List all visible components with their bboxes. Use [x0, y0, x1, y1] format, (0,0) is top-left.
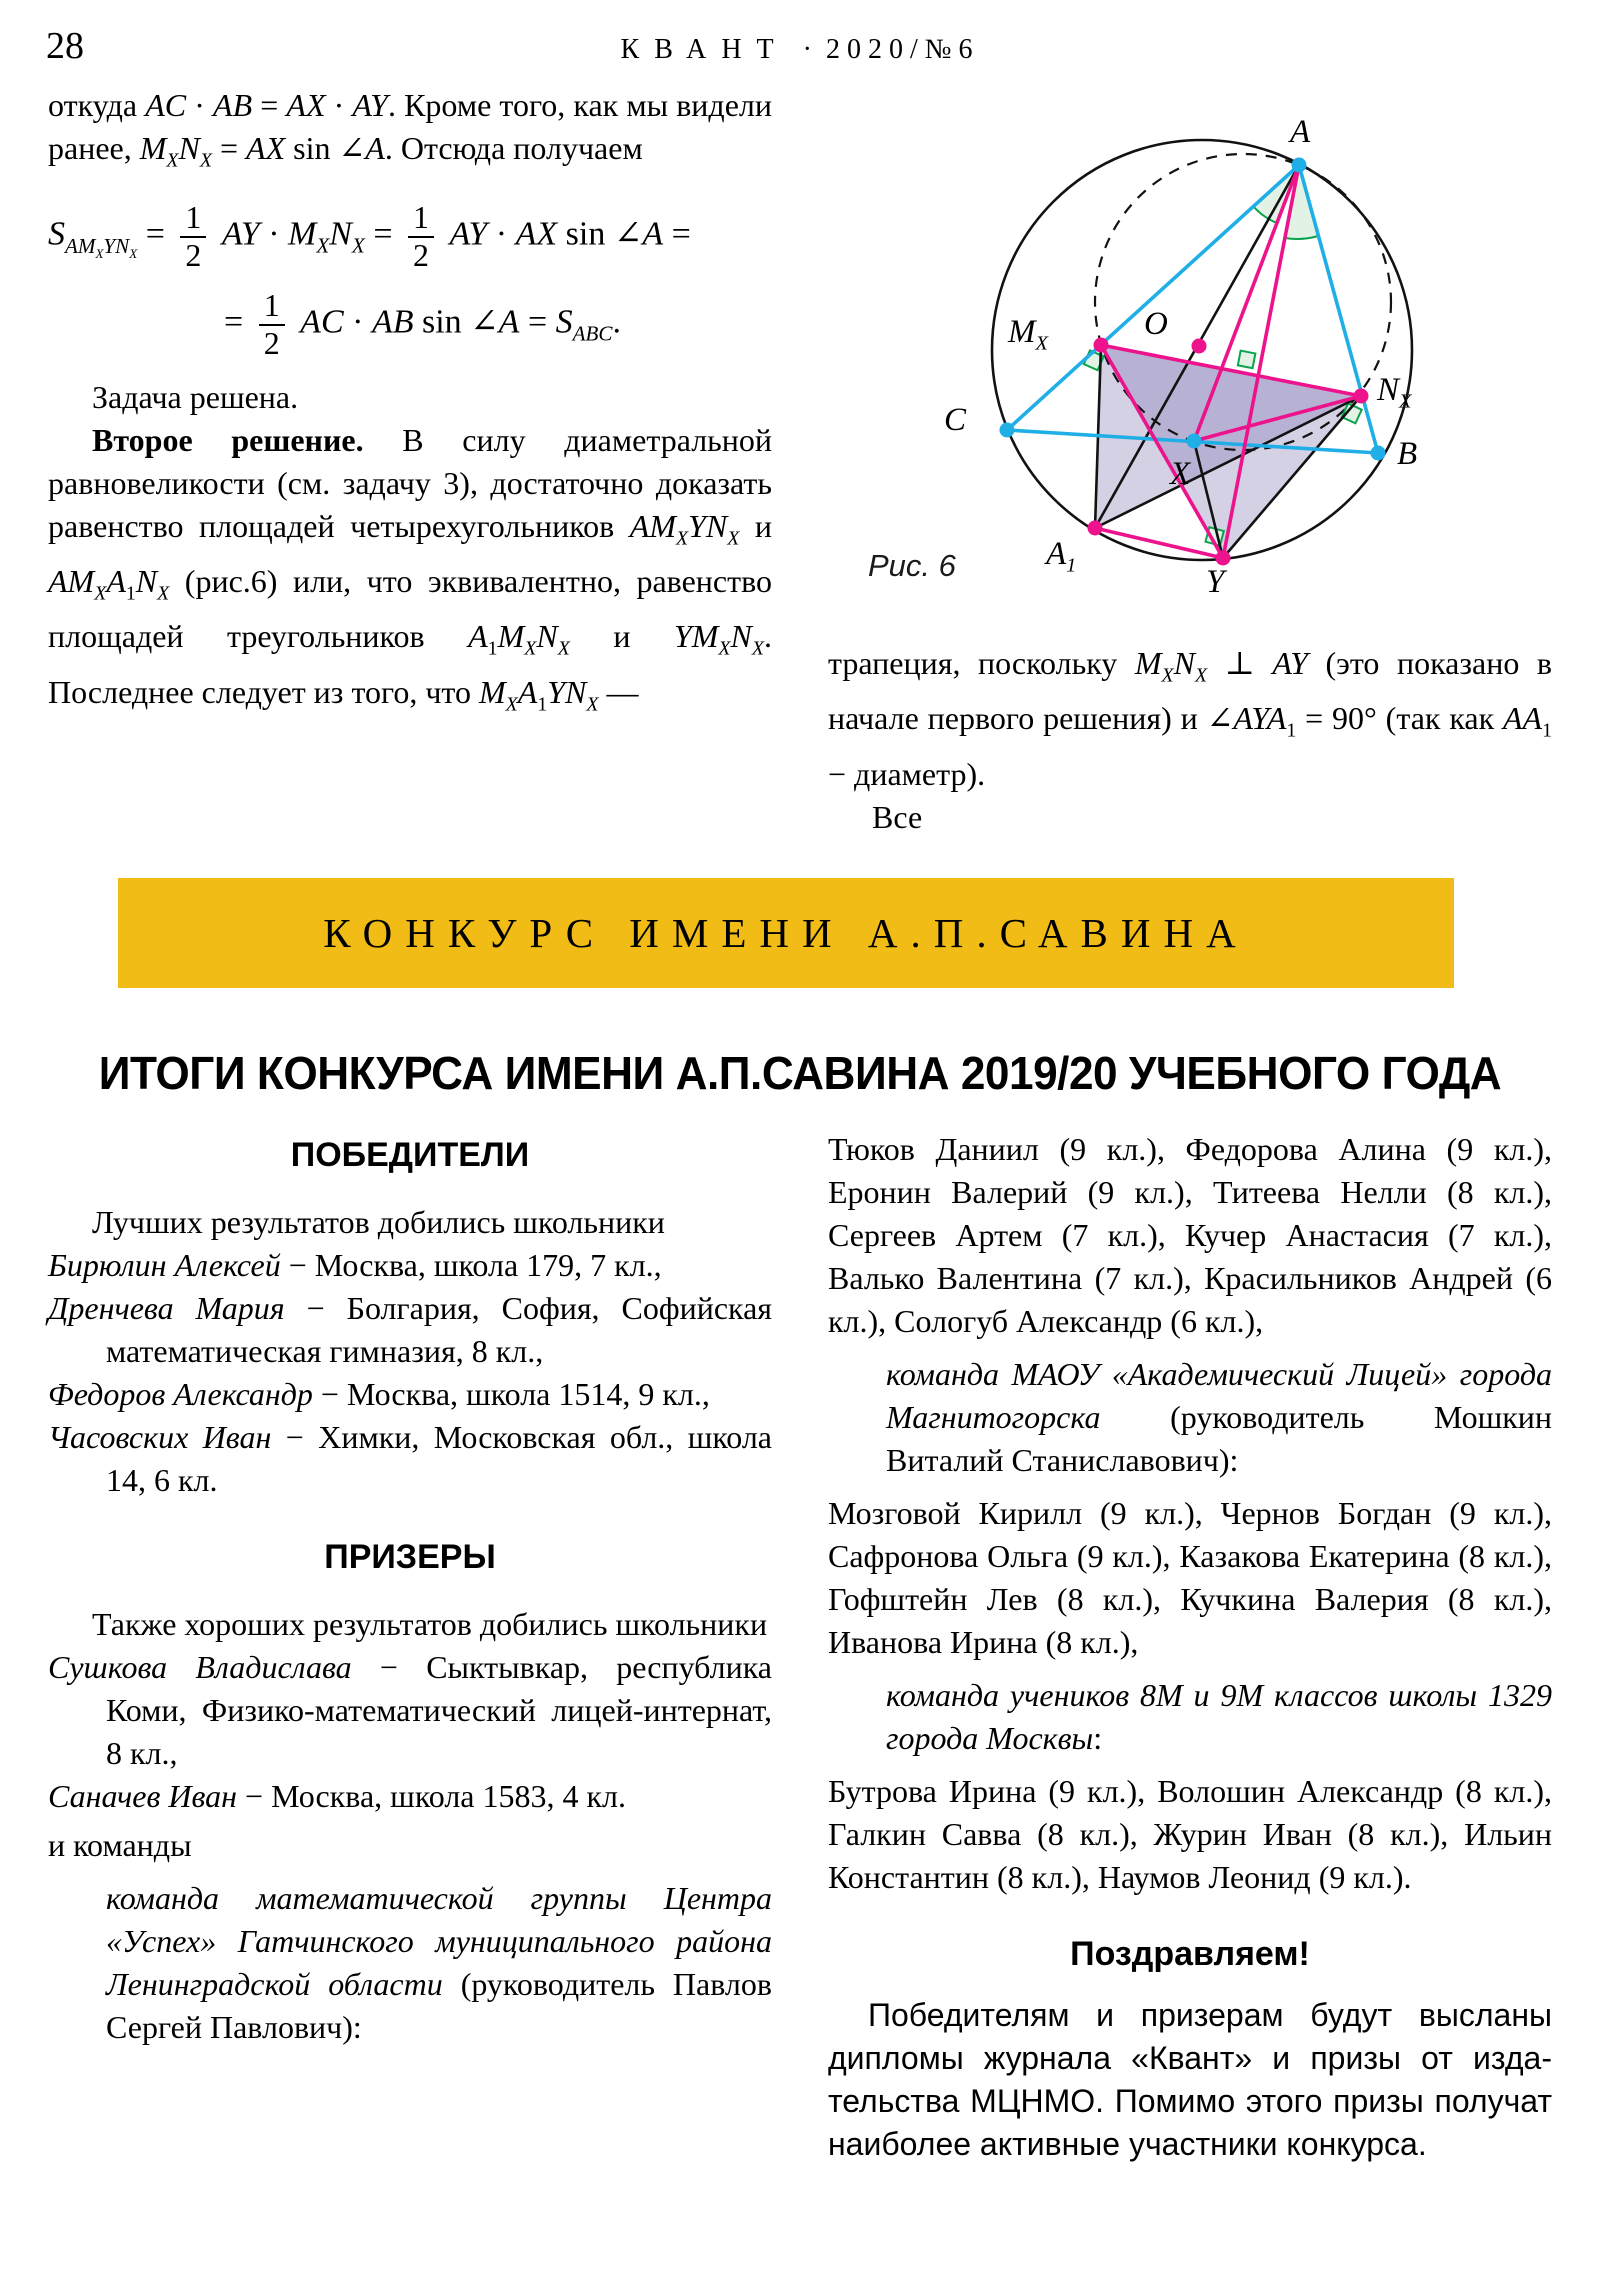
point-C	[1000, 423, 1015, 438]
prizes-heading: ПРИЗЕРЫ	[324, 1538, 496, 1576]
winners-intro: Лучших результатов добились школьники	[92, 1204, 665, 1240]
left-column-top	[48, 84, 772, 726]
point-A1	[1088, 521, 1103, 536]
right-column-top	[828, 642, 1552, 839]
label-A: A	[1290, 114, 1311, 150]
right-angle-mark-ay	[1238, 351, 1256, 369]
point-B	[1371, 446, 1386, 461]
list-item: Дренчева Мария − Болгария, София, Софийская математическая гимназия, 8 кл.,	[48, 1290, 772, 1369]
label-Mx: $M_X$	[1008, 314, 1048, 355]
label-Nx: $N_X$	[1377, 372, 1412, 413]
point-O	[1192, 339, 1207, 354]
article-title: ИТОГИ КОНКУРСА ИМЕНИ А.П.САВИНА 2019/20 УЧЕБНОГО ГОДА	[98, 1047, 1502, 1099]
list-item: Сушкова Владислава − Сыктывкар, республика Коми, Физико-математический лицей-интернат, 8 кл.,	[48, 1649, 773, 1771]
final-paragraph: Победителям и призерам будут высланы дипломы журнала «Квант» и призы от издательства МЦНМО. Помимо этого призы получат наиболее активные участники конкурса.	[828, 1997, 1552, 2162]
point-A	[1292, 158, 1307, 173]
figure-ris6	[860, 90, 1560, 650]
prize-names-paragraph: Тюков Даниил (9 кл.), Федорова Алина (9 кл.), Еронин Валерий (9 кл.), Титеева Нелли (8 кл.), Сергеев Артем (7 кл.), Кучер Анастасия (7 кл.), Валько Валентина (7 кл.), Красильников Андрей (6 кл.), Сологуб Александр (6 кл.),	[828, 1131, 1552, 1339]
area-formula-line-2: = $\frac{1}{2}$ AC · AB sin ∠A = $S_{ABC}$.	[224, 287, 621, 361]
team-gatchina: команда математической группы Центра «Успех» Гатчинского муниципального района Ленинградской области (руководитель Павлов Сергей Павлович):	[106, 1880, 772, 2045]
second-solution-paragraph: Второе решение. В силу диаметральной равновеликости (см. задачу 3), достаточно доказать равенство площадей четырехугольников $AM_XYN_X$ и $AM_XA_1N_X$ (рис.6) или, что эквивалентно, равенство площадей треугольников $A_1M_XN_X$ и $YM_XN_X$. Последнее следует из того, что $M_XA_1YN_X$ —	[48, 421, 773, 716]
banner-title: КОНКУРС ИМЕНИ А.П.САВИНА	[323, 910, 1249, 956]
problem-solved-line: Задача решена.	[92, 378, 299, 415]
figure-caption: Рис. 6	[868, 548, 956, 583]
header-separator: ·	[802, 34, 812, 65]
end-line: Все	[872, 798, 923, 835]
trapezoid-paragraph: трапеция, поскольку $M_XN_X$ ⊥ AY (это показано в начале первого решения) и $\angle AYA_1 = 90^\circ$ (так как $AA_1$ − диаметр).	[828, 645, 1553, 792]
list-item: Саначев Иван − Москва, школа 1583, 4 кл.	[48, 1778, 626, 1814]
label-Y: Y	[1206, 564, 1225, 600]
journal-header	[0, 34, 1600, 66]
point-Mx	[1094, 338, 1109, 353]
results-left-column	[48, 1128, 772, 2059]
segment-A1-Y	[1095, 528, 1223, 558]
winners-list	[48, 1244, 772, 1502]
team-members-paragraph: Мозговой Кирилл (9 кл.), Чернов Богдан (9 кл.), Сафронова Ольга (9 кл.), Казакова Екатерина (8 кл.), Гофштейн Лев (8 кл.), Кучкина Валерия (8 кл.), Иванова Ирина (8 кл.),	[828, 1495, 1552, 1660]
page-number: 28	[46, 25, 84, 67]
label-B: B	[1397, 436, 1418, 472]
point-X	[1187, 434, 1202, 449]
issue-number: 2020/№6	[825, 34, 980, 65]
area-formula-line-1: $S_{AM_XYN_X}$ = $\frac{1}{2}$ AY · $M_XN_X$ = $\frac{1}{2}$ AY · AX sin ∠A =	[48, 200, 691, 274]
list-item: Федоров Александр − Москва, школа 1514, 9 кл.,	[48, 1376, 710, 1412]
team-magnitogorsk: команда МАОУ «Академический Лицей» города Магнитогорска (руководитель Мошкин Виталий Станиславович):	[886, 1356, 1552, 1478]
label-A1: $A_1$	[1046, 536, 1077, 577]
team-school-1329: команда учеников 8М и 9М классов школы 1329 города Москвы:	[886, 1677, 1552, 1756]
prizes-intro: Также хороших результатов добились школьники	[92, 1606, 768, 1642]
results-right-column	[828, 1128, 1552, 2166]
label-O: O	[1144, 306, 1168, 342]
list-item: Бирюлин Алексей − Москва, школа 179, 7 кл.,	[48, 1247, 662, 1283]
congrats-heading: Поздравляем!	[1070, 1935, 1310, 1973]
team-members-paragraph: Бутрова Ирина (9 кл.), Волошин Александр (8 кл.), Галкин Савва (8 кл.), Журин Иван (8 кл.), Ильин Константин (8 кл.), Наумов Леонид (9 кл.).	[828, 1773, 1552, 1895]
winners-heading: ПОБЕДИТЕЛИ	[290, 1136, 530, 1174]
label-C: C	[944, 402, 967, 438]
journal-name: КВАНТ	[620, 34, 789, 65]
label-X: X	[1170, 456, 1191, 492]
prizes-list	[48, 1646, 772, 1818]
and-teams-line: и команды	[48, 1827, 192, 1863]
point-Nx	[1354, 389, 1369, 404]
list-item: Часовских Иван − Химки, Московская обл., школа 14, 6 кл.	[48, 1419, 773, 1498]
solution-paragraph: откуда AC · AB = AX · AY. Кроме того, как мы видели ранее, $M_XN_X$ = AX sin ∠A. Отсюда получаем	[48, 87, 773, 172]
contest-banner	[118, 878, 1454, 988]
